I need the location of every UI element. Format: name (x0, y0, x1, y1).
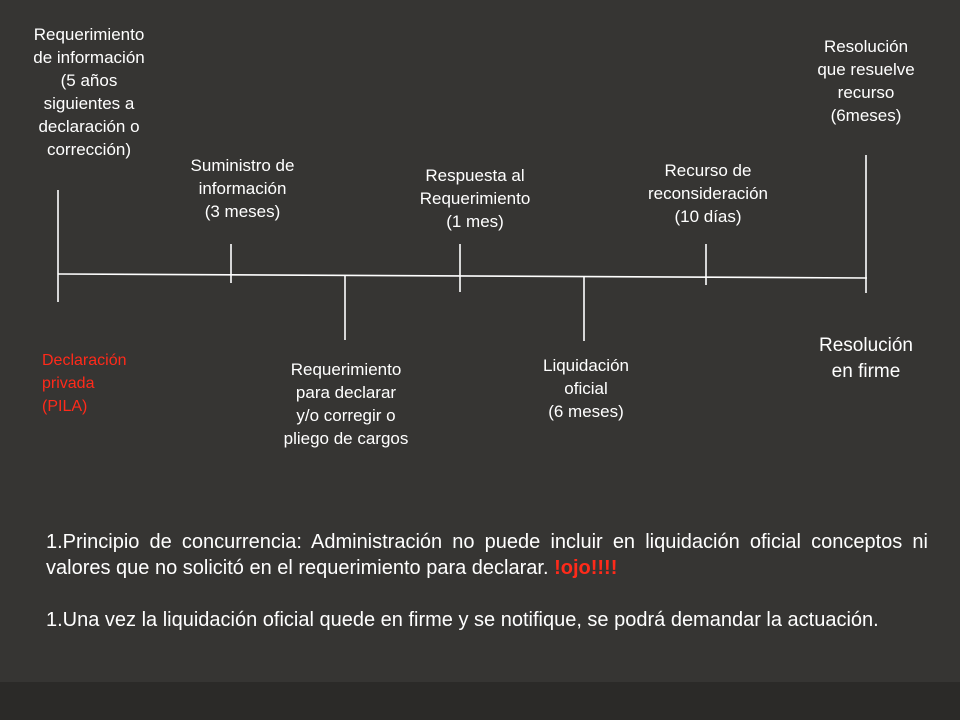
label-requerimiento-declarar: Requerimiento para declarar y/o corregir o pliego de cargos (283, 360, 409, 448)
note-concurrencia (46, 529, 928, 581)
notes (46, 529, 928, 633)
label-liquidacion-oficial: Liquidación oficial (6 meses) (542, 356, 629, 421)
label-recurso-reconsideracion: Recurso de reconsideración (10 días) (647, 161, 768, 226)
label-resolucion-recurso: Resolución que resuelve recurso (6meses) (817, 37, 915, 125)
label-requerimiento-informacion: Requerimiento de información (5 años siguientes a declaración o corrección) (33, 25, 145, 159)
label-suministro-informacion: Suministro de información (3 meses) (190, 156, 295, 221)
label-respuesta-requerimiento: Respuesta al Requerimiento (1 mes) (419, 166, 531, 231)
note-demanda: 1.Una vez la liquidación oficial quede en firme y se notifique, se podrá demandar la actuación. (46, 609, 879, 631)
label-declaracion-privada: Declaración privada (PILA) (42, 352, 127, 415)
note-warning: !ojo!!!! (554, 557, 618, 579)
timeline-axis (58, 274, 867, 278)
label-resolucion-firme: Resolución en firme (819, 335, 913, 382)
note-concurrencia-text: 1.Principio de concurrencia: Administración no puede incluir en liquidación oficial conceptos ni valores que no solicitó en el requerimiento para declarar. (46, 531, 928, 579)
